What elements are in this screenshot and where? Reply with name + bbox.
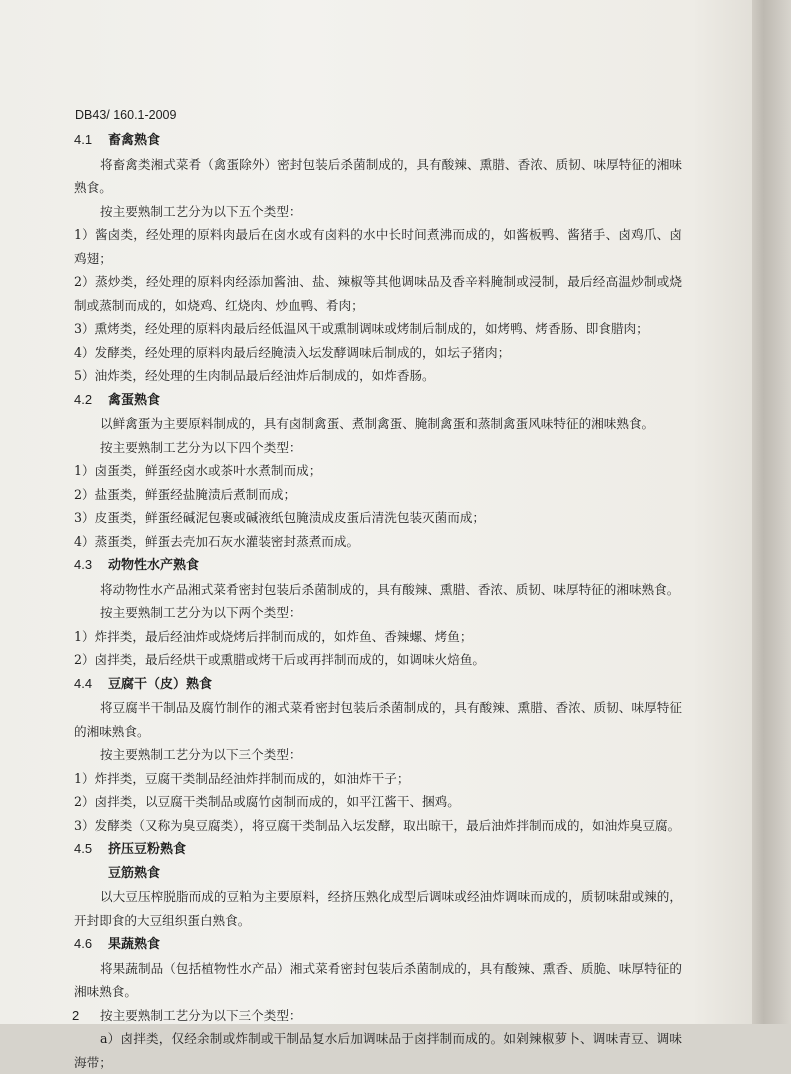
paragraph: 将动物性水产品湘式菜肴密封包装后杀菌制成的，具有酸辣、熏腊、香浓、质韧、味厚特征的湘味熟食。 bbox=[100, 581, 680, 597]
list-item: 1）炸拌类，最后经油炸或烧烤后拌制而成的，如炸鱼、香辣螺、烤鱼； bbox=[74, 628, 473, 644]
paragraph: 按主要熟制工艺分为以下两个类型： bbox=[100, 605, 302, 620]
section-number: 4.2 bbox=[74, 391, 93, 407]
section-heading bbox=[74, 128, 682, 153]
list-item: 2）盐蛋类，鲜蛋经盐腌渍后煮制而成； bbox=[74, 486, 297, 502]
page-edge-shadow bbox=[752, 0, 791, 1024]
subsection-heading: 豆筋熟食 bbox=[108, 865, 161, 881]
section-title: 挤压豆粉熟食 bbox=[108, 842, 187, 857]
paragraph: 将畜禽类湘式菜肴（禽蛋除外）密封包装后杀菌制成的，具有酸辣、熏腊、香浓、质韧、味厚特征的湘味熟食。 bbox=[74, 156, 682, 195]
section-heading bbox=[74, 837, 682, 862]
section-number: 4.1 bbox=[74, 132, 93, 147]
paragraph: 将果蔬制品（包括植物性水产品）湘式菜肴密封包装后杀菌制成的，具有酸辣、熏香、质脆、味厚特征的湘味熟食。 bbox=[74, 960, 682, 999]
section-number: 4.4 bbox=[74, 675, 93, 691]
section-number: 4.3 bbox=[74, 557, 93, 572]
section-number: 4.5 bbox=[74, 841, 93, 856]
list-item: 3）发酵类（又称为臭豆腐类），将豆腐干类制品入坛发酵，取出晾干，最后油炸拌制而成的，如油炸臭豆腐。 bbox=[74, 817, 681, 833]
list-item: 2）卤拌类，以豆腐干类制品或腐竹卤制而成的，如平江酱干、捆鸡。 bbox=[74, 794, 460, 809]
paragraph: 按主要熟制工艺分为以下四个类型： bbox=[100, 439, 302, 455]
paragraph: 以大豆压榨脱脂而成的豆粕为主要原料，经挤压熟化成型后调味或经油炸调味而成的，质韧味甜或辣的，开封即食的大豆组织蛋白熟食。 bbox=[74, 889, 682, 928]
section-title: 豆腐干（皮）熟食 bbox=[108, 676, 213, 692]
section-heading bbox=[74, 553, 682, 578]
section-title: 果蔬熟食 bbox=[108, 937, 161, 952]
section-heading bbox=[74, 932, 682, 957]
paragraph: a）卤拌类，仅经余制或炸制或干制品复水后加调味品于卤拌制而成的。如剁辣椒萝卜、调味青豆、调味海带； bbox=[74, 1031, 682, 1070]
paragraph: 将豆腐半干制品及腐竹制作的湘式菜肴密封包装后杀菌制成的，具有酸辣、熏腊、香浓、质韧、味厚特征的湘味熟食。 bbox=[74, 700, 682, 739]
section-title: 动物性水产熟食 bbox=[108, 558, 200, 573]
list-item: 4）发酵类，经处理的原料肉最后经腌渍入坛发酵调味后制成的，如坛子猪肉； bbox=[74, 344, 511, 360]
paragraph: 按主要熟制工艺分为以下三个类型： bbox=[100, 747, 302, 762]
list-item: 3）熏烤类，经处理的原料肉最后经低温风干或熏制调味或烤制后制成的，如烤鸭、烤香肠、即食腊肉； bbox=[74, 321, 649, 336]
section-title: 畜禽熟食 bbox=[108, 133, 161, 148]
list-item: 4）蒸蛋类，鲜蛋去壳加石灰水灌装密封蒸煮而成。 bbox=[74, 533, 360, 549]
list-item: 3）皮蛋类，鲜蛋经碱泥包裹或碱液纸包腌渍成皮蛋后清洗包装灭菌而成； bbox=[74, 510, 486, 525]
document-code: DB43/ 160.1-2009 bbox=[75, 108, 177, 122]
document-body bbox=[74, 128, 682, 1074]
paragraph: 以鲜禽蛋为主要原料制成的，具有卤制禽蛋、煮制禽蛋、腌制禽蛋和蒸制禽蛋风味特征的湘味熟食。 bbox=[100, 416, 655, 431]
page-number: 2 bbox=[72, 1008, 80, 1023]
list-item: 1）酱卤类，经处理的原料肉最后在卤水或有卤料的水中长时间煮沸而成的，如酱板鸭、酱猪手、卤鸡爪、卤鸡翅； bbox=[74, 227, 682, 266]
list-item: 2）卤拌类，最后经烘干或熏腊或烤干后或再拌制而成的，如调味火焙鱼。 bbox=[74, 652, 486, 667]
section-number: 4.6 bbox=[74, 936, 93, 951]
section-heading bbox=[74, 672, 682, 697]
paragraph: 按主要熟制工艺分为以下五个类型： bbox=[100, 203, 302, 219]
section-title: 禽蛋熟食 bbox=[108, 392, 161, 408]
list-item: 5）油炸类，经处理的生肉制品最后经油炸后制成的，如炸香肠。 bbox=[74, 368, 435, 383]
list-item: 1）炸拌类，豆腐干类制品经油炸拌制而成的，如油炸干子； bbox=[74, 770, 410, 786]
section-heading bbox=[74, 388, 682, 413]
list-item: 2）蒸炒类，经处理的原料肉经添加酱油、盐、辣椒等其他调味品及香辛料腌制或浸制，最后经高温炒制或烧制或蒸制而成的，如烧鸡、红烧肉、炒血鸭、肴肉； bbox=[74, 274, 682, 313]
list-item: 1）卤蛋类，鲜蛋经卤水或茶叶水煮制而成； bbox=[74, 463, 322, 478]
paragraph: 按主要熟制工艺分为以下三个类型： bbox=[100, 1007, 302, 1023]
